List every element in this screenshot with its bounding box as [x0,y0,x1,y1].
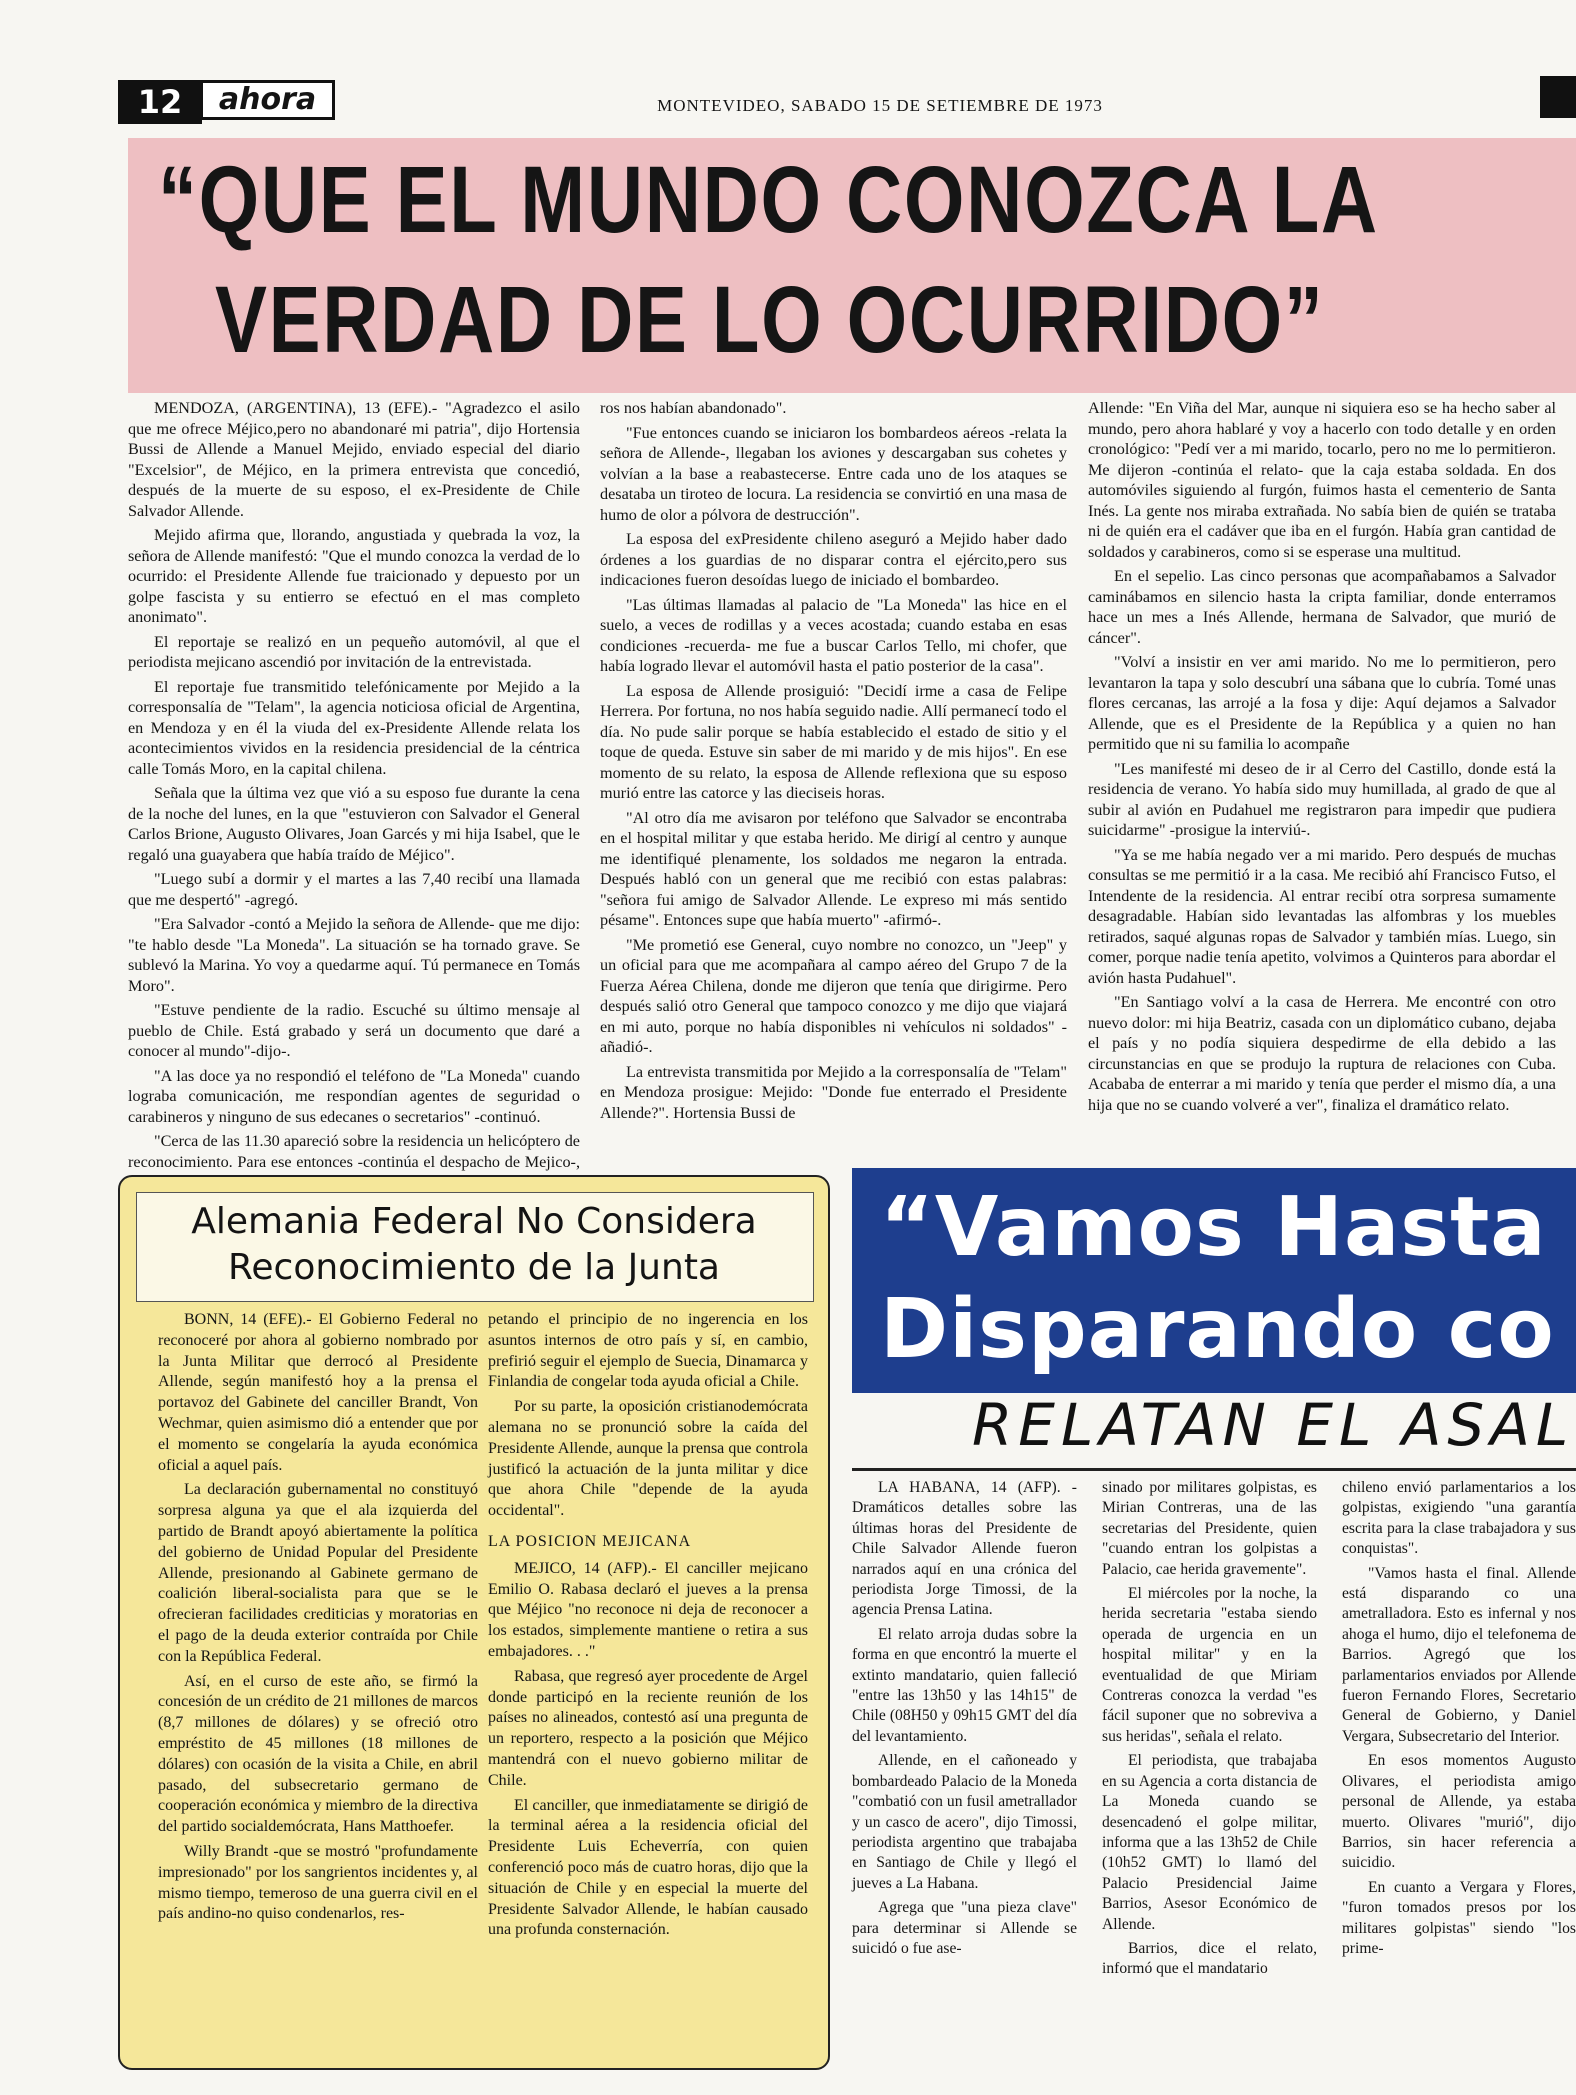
paragraph: MENDOZA, (ARGENTINA), 13 (EFE).- "Agradezco el asilo que me ofrece Méjico,pero no abandonaré mi patria", dijo Hortensia Bussi de Allende a Manuel Mejido, enviado especial del diario "Excelsior", de Méjico, en la primera entrevista que concedió, después de la muerte de su esposo, el ex-Presidente de Chile Salvador Allende. [128,399,580,520]
germany-headline-line-2: Reconocimiento de la Junta [228,1247,720,1288]
paragraph: ros nos habían abandonado". [600,399,787,417]
paragraph: Allende, en el cañoneado y bombardeado Palacio de la Moneda "combatió con un fusil ametrallador y un casco de acero", dijo Timossi, periodista argentino que trabajaba en Santiago de Chile y llegó el jueves a La Habana. [852,1752,1077,1892]
havana-article-column-2 [1102,1478,1317,1984]
paragraph: La esposa de Allende prosiguió: "Decidí irme a casa de Felipe Herrera. Por fortuna, no nos había seguido nadie. Allí permanecí todo el día. No pude salir porque se había establecido el estado de sitio y el toque de queda. Estuve sin saber de mi marido y de mis hijos". En ese momento de su relato, la esposa de Allende reflexiona que su esposo murió entre las catorce y las dieciseis horas. [600,681,1067,802]
edge-mark [1540,76,1576,118]
germany-article-column-2 [488,1310,808,1945]
paragraph: "Me prometió ese General, cuyo nombre no conozco, un "Jeep" y un oficial para que me acompañara al campo aéreo del Grupo 7 de la Fuerza Aérea Chilena, donde me dijeron que tenía que dirigirme. Pero después salió otro General que tampoco conozco y me dijo que viajará en mi auto, porque no había disponibles ni vehículos ni soldados" -añadió-. [600,935,1067,1056]
paragraph: Barrios, dice el relato, informó que el mandatario [1102,1939,1317,1978]
paragraph: El reportaje se realizó en un pequeño automóvil, al que el periodista mejicano ascendió por invitación de la entrevistada. [128,632,580,671]
paragraph: "Vamos hasta el final. Allende está disparando co una ametralladora. Esto es infernal y nos ahoga el humo, dijo el telefonema de Barrios. Agregó que los parlamentarios enviados por Allende fueron Fernando Flores, Secretario General de Gobierno, y Daniel Vergara, Subsecretario del Interior. [1342,1564,1576,1745]
havana-headline-line-1: “Vamos Hasta [880,1180,1547,1275]
havana-article-column-3 [1342,1478,1576,1963]
paragraph: El relato arroja dudas sobre la forma en que encontró la muerte el extinto mandatario, quien falleció "entre las 13h50 y las 14h15" de Chile (08H50 y 09h15 GMT del día del levantamiento. [852,1625,1077,1745]
havana-article-column-1 [852,1478,1077,1963]
main-article-column-2 [600,398,1067,1127]
paragraph: En esos momentos Augusto Olivares, el periodista amigo personal de Allende, ya estaba muerto. Olivares "murió", dijo Barrios, sin hacer referencia a suicidio. [1342,1752,1576,1872]
germany-article-column-1 [158,1310,478,1929]
paragraph: chileno envió parlamentarios a los golpistas, exigiendo "una garantía escrita para la clase trabajadora y sus conquistas". [1342,1479,1576,1558]
headline-line-1: “QUE EL MUNDO CONOZCA LA [158,147,1379,253]
paragraph: "Fue entonces cuando se iniciaron los bombardeos aéreos -relata la señora de Allende-, llegaban los aviones y descargaban sus cohetes y volvían a la base a reabastecerse. Entre cada uno de los ataques se desataba un tiroteo de locura. La residencia se convirtió en una masa de humo de olor a pólvora de destrucción". [600,423,1067,524]
paragraph: "Estuve pendiente de la radio. Escuché su último mensaje al pueblo de Chile. Está grabado y será un documento que daré a conocer al mundo"-dijo-. [128,1001,580,1060]
paragraph: "Luego subí a dormir y el martes a las 7,40 recibí una llamada que me despertó" -agregó. [128,870,580,909]
page-number: 12 [118,80,202,124]
paragraph: "Les manifesté mi deseo de ir al Cerro del Castillo, donde está la residencia de verano. Yo había sido muy humillada, al grado de que al subir al avión en Pudahuel me registraron para impedir que pudiera suicidarme" -prosigue la interviú-. [1088,759,1556,839]
paragraph: Willy Brandt -que se mostró "profundamente impresionado" por los sangrientos incidentes y, al mismo tiempo, temeroso de una guerra civil en el país andino-no quiso condenarlos, res- [158,1842,478,1923]
paragraph: El reportaje fue transmitido telefónicamente por Mejido a la corresponsalía de "Telam", la agencia noticiosa oficial de Argentina, en Mendoza y en él la viuda del ex-Presidente Allende relata los acontecimientos vividos en la residencia presidencial de la céntrica calle Tomás Moro, en la capital chilena. [128,677,580,778]
paragraph: Rabasa, que regresó ayer procedente de Argel donde participó en la reciente reunión de los países no alineados, contestó así una pregunta de un reportero, respecto a la posición que Méjico mantendrá con el nuevo gobierno militar de Chile. [488,1667,808,1789]
paragraph: Mejido afirma que, llorando, angustiada y quebrada la voz, la señora de Allende manifestó: "Que el mundo conozca la verdad de lo ocurrido: el Presidente Allende fue traicionado y depuesto por un golpe fascista y su entierro se efectuó en el mas completo anonimato". [128,526,580,626]
paragraph: Señala que la última vez que vió a su esposo fue durante la cena de la noche del lunes, en la que "estuvieron con Salvador el General Carlos Brione, Augusto Olivares, Joan Garcés y mi hija Isabel, que le regaló una guayabera que había traído de Méjico". [128,784,580,864]
paragraph: sinado por militares golpistas, es Mirian Contreras, una de las secretarias del Presidente, quien "cuando entran los golpistas a Palacio, cae herida gravemente". [1102,1479,1317,1578]
dateline: MONTEVIDEO, SABADO 15 DE SETIEMBRE DE 1973 [657,96,1103,115]
germany-headline-line-1: Alemania Federal No Considera [191,1201,757,1242]
paragraph: Allende: "En Viña del Mar, aunque ni siquiera eso se ha hecho saber al mundo, pero ahora hablaré y voy a hacerlo con todo detalle y en orden cronológico: "Pedí ver a mi marido, tocarlo, pero no me lo permitieron. Me dijeron -continúa el relato- que la caja estaba soldada. En dos automóviles siguiendo al furgón, fuimos hasta el cementerio de Santa Inés. La gente nos miraba extrañada. No sabía bien de quién se trataba ni de quién era el cadáver que iba en el furgón. Había gran cantidad de soldados y carabineros, como si se esperase una multitud. [1088,399,1556,561]
divider [852,1468,1576,1471]
paragraph: petando el principio de no ingerencia en los asuntos internos de otro país y sí, en cambio, prefirió seguir el ejemplo de Suecia, Dinamarca y Finlandia de congelar toda ayuda oficial a Chile. [488,1311,808,1391]
paragraph: Así, en el curso de este año, se firmó la concesión de un crédito de 21 millones de marcos (8,7 millones de dólares) y se ofreció otro empréstito de 45 millones (18 millones de dólares) con ocasión de la visita a Chile, en abril pasado, del subsecretario germano de cooperación económica y miembro de la directiva del partido socialdemócrata, Hans Matthoefer. [158,1672,478,1836]
paragraph: "Volví a insistir en ver ami marido. No me lo permitieron, pero levantaron la tapa y solo descubrí una sábana que lo cubría. Tomé unas flores cercanas, las arrojé a la fosa y dije: Aquí dejamos a Salvador Allende, que es el Presidente de la República y a quien no han permitido que ni su familia lo acompañe [1088,653,1556,753]
paragraph: Agrega que "una pieza clave" para determinar si Allende se suicidó o fue ase- [852,1899,1077,1957]
paragraph: El miércoles por la noche, la herida secretaria "estaba siendo operada de urgencia en un hospital militar" y en la eventualidad de que Miriam Contreras conozca la verdad "es fácil suponer que no sobreviva a sus heridas", señala el relato. [1102,1585,1317,1745]
paragraph: La entrevista transmitida por Mejido a la corresponsalía de "Telam" en Mendoza prosigue: Mejido: "Donde fue enterrado el Presidente Allende?". Hortensia Bussi de [600,1062,1067,1122]
paragraph: El periodista, que trabajaba en su Agencia a corta distancia de La Moneda cuando se desencadenó el golpe militar, informa que a las 13h52 de Chile (10h52 GMT) lo llamó del Palacio Presidencial Jaime Barrios, Asesor Económico de Allende. [1102,1752,1317,1933]
havana-headline-line-2: Disparando co [880,1282,1555,1377]
main-article-column-1 [128,398,580,1197]
paragraph: "Al otro día me avisaron por teléfono que Salvador se encontraba en el hospital militar y que estaba herido. Me dirigí al centro y aunque me identifiqué plenamente, los soldados me negaron la entrada. Después habló con un general que me recibió con estas palabras: "señora fui amigo de Salvador Allende. Le expreso mi más sentido pésame". Entonces supe que había muerto" -afirmó-. [600,808,1067,929]
paragraph: La esposa del exPresidente chileno aseguró a Mejido haber dado órdenes a los guardias de no disparar contra el ejército,pero sus indicaciones fueron desoídas luego de iniciado el bombardeo. [600,530,1067,589]
paragraph: LA HABANA, 14 (AFP). - Dramáticos detalles sobre las últimas horas del Presidente de Chile Salvador Allende fueron narrados aquí en una crónica del periodista Jorge Timossi, de la agencia Prensa Latina. [852,1479,1077,1619]
subheading-mexican-position: LA POSICION MEJICANA [488,1532,692,1550]
paragraph: MEJICO, 14 (AFP).- El canciller mejicano Emilio O. Rabasa declaró el jueves a la prensa que Méjico "no reconoce ni deja de reconocer a los estados, simplemente mantiene o retira a sus embajadores. . ." [488,1559,808,1660]
paragraph: "Cerca de las 11.30 apareció sobre la residencia un helicóptero de reconocimiento. Para ese entonces -continúa el despacho de Mejico-, [128,1132,580,1171]
headline-line-2: VERDAD DE LO OCURRIDO” [215,267,1325,373]
paragraph: "Era Salvador -contó a Mejido la señora de Allende- que me dijo: "te hablo desde "La Moneda". La situación se ha tornado grave. Se sublevó la Marina. Yo voy a quedarme aquí. Tú permanece en Tomás Moro". [128,915,580,995]
paragraph: Por su parte, la oposición cristianodemócrata alemana no se pronunció sobre la caída del Presidente Allende, aunque la prensa que controla justificó la actuación de la junta militar y dice que ahora Chile "depende de la ayuda occidental". [488,1398,808,1520]
paragraph: "En Santiago volví a la casa de Herrera. Me encontré con otro nuevo dolor: mi hija Beatriz, casada con un diplomático cubano, dejaba el país y no podía siquiera despedirme de ella debido a las circunstancias en que se produjo la ruptura de relaciones con Cuba. Acababa de enterrar a mi marido y tenía que perder el mismo día, a una hija que no se cuando volveré a ver", finaliza el dramático relato. [1088,993,1556,1114]
paragraph: La declaración gubernamental no constituyó sorpresa alguna ya que el ala izquierda del partido de Brandt apoyó abiertamente la política del gobierno de Unidad Popular del Presidente Allende, presionando al Gabinete germano de coalición liberal-socialista para que se le ofrecieran facilidades crediticias y moratorias en el pago de la deuda exterior contraída por Chile con la República Federal. [158,1481,478,1665]
paragraph: "Ya se me había negado ver a mi marido. Pero después de muchas consultas se me permitió ir a la casa. Me recibió ahí Francisco Futso, el Intendente de la residencia. Al entrar recibí otra sorpresa sumamente desagradable. Habían sido levantadas las alfombras y los muebles retirados, saqué algunas ropas de Salvador y también mías. Luego, sin comer, porque nadie tenía apetito, volvimos a Quinteros para abordar el avión hasta Pudahuel". [1088,845,1556,987]
masthead-logo: ahora [200,80,335,120]
main-article-column-3 [1088,398,1556,1119]
havana-subheadline: RELATAN EL ASAL [972,1391,1575,1459]
paragraph: "Las últimas llamadas al palacio de "La Moneda" las hice en el suelo, a veces de rodillas y a veces acostada; cuando estaba en esas condiciones -recuerda- me fue a buscar Carlos Tello, mi chofer, que había logrado llevar el automóvil hasta el patio posterior de la casa". [600,595,1067,675]
paragraph: En cuanto a Vergara y Flores, "furon tomados presos por los militares golpistas" siendo "los prime- [1342,1878,1576,1957]
paragraph: BONN, 14 (EFE).- El Gobierno Federal no reconoceré por ahora al gobierno nombrado por la Junta Militar que derrocó al Presidente Allende, según manifestó hoy a la prensa el portavoz del Gabinete del canciller Brandt, Von Wechmar, quien asimismo dió a entender que por el momento se congelaría la ayuda económica oficial a aquel país. [158,1311,478,1474]
paragraph: "A las doce ya no respondió el teléfono de "La Moneda" cuando lograba comunicación, me respondían agentes de seguridad o carabineros y ninguno de sus edecanes o secretarios" -continuó. [128,1066,580,1126]
paragraph: El canciller, que inmediatamente se dirigió de la terminal aérea a la residencia oficial del Presidente Luis Echeverría, con quien conferenció poco más de cuatro horas, dijo que la situación de Chile y en especial la muerte del Presidente Salvador Allende, le habían causado una profunda consternación. [488,1796,808,1939]
paragraph: En el sepelio. Las cinco personas que acompañabamos a Salvador caminábamos en silencio hasta la cripta familiar, donde enterramos hace un mes a Inés Allende, hermana de Salvador, que murió de cáncer". [1088,567,1556,647]
